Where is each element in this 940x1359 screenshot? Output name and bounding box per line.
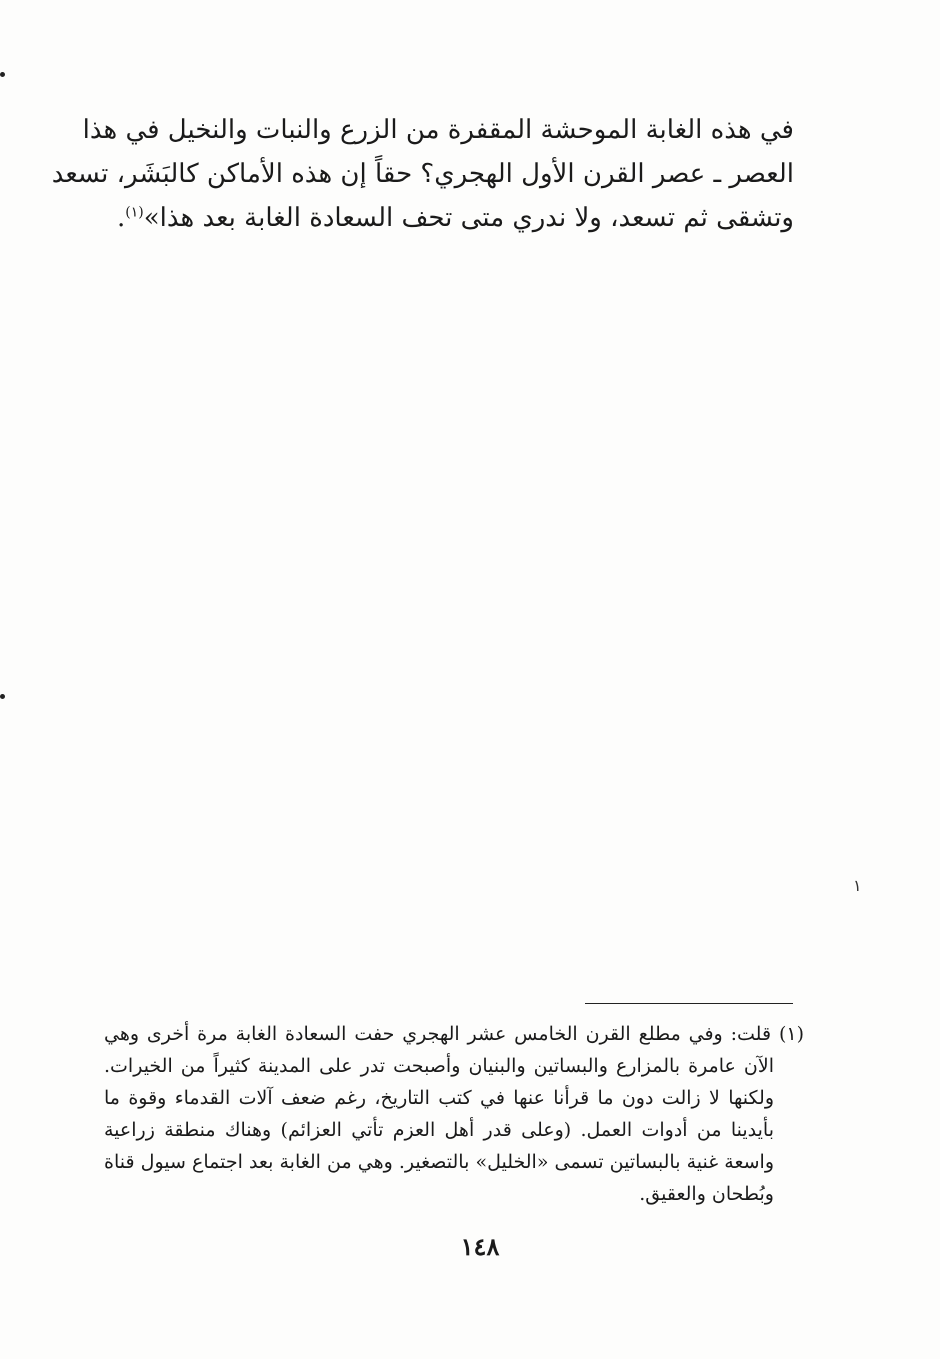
footnote-separator <box>585 1003 793 1004</box>
footnote-line: بأيدينا من أدوات العمل. (وعلى قدر أهل العزم تأتي العزائم) وهناك منطقة زراعية <box>104 1119 774 1141</box>
footnote-block <box>104 1018 804 1210</box>
footnote-reference: (١) <box>125 204 144 221</box>
footnote-line: ولكنها لا زالت دون ما قرأنا عنها في كتب التاريخ، رغم ضعف آلات القدماء وقوة ما <box>104 1087 774 1109</box>
scan-speck <box>0 694 5 699</box>
page-number: ١٤٨ <box>460 1232 500 1261</box>
body-paragraph <box>51 108 794 240</box>
end-punctuation: . <box>116 203 126 233</box>
footnote-line-text: قلت: وفي مطلع القرن الخامس عشر الهجري حفت السعادة الغابة مرة أخرى وهي <box>104 1023 772 1045</box>
body-line-text: وتشقى ثم تسعد، ولا ندري متى تحف السعادة الغابة بعد هذا» <box>143 203 794 233</box>
body-line: في هذه الغابة الموحشة المقفرة من الزرع والنبات والنخيل في هذا <box>82 115 794 145</box>
footnote-line <box>104 1018 804 1050</box>
footnote-line: واسعة غنية بالبساتين تسمى «الخليل» بالتصغير. وهي من الغابة بعد اجتماع سيول قناة <box>104 1151 774 1173</box>
body-line-last <box>100 196 794 240</box>
footnote-marker: (١) <box>778 1023 804 1045</box>
footnote-line: الآن عامرة بالمزارع والبساتين والبنيان وأصبحت تدر على المدينة كثيراً من الخيرات. <box>104 1055 774 1077</box>
scan-speck <box>0 72 5 77</box>
footnote-line: وبُطحان والعقيق. <box>639 1183 774 1205</box>
margin-mark: ١ <box>853 876 862 895</box>
body-line: العصر ـ عصر القرن الأول الهجري؟ حقاً إن هذه الأماكن كالبَشَر، تسعد <box>51 159 794 189</box>
